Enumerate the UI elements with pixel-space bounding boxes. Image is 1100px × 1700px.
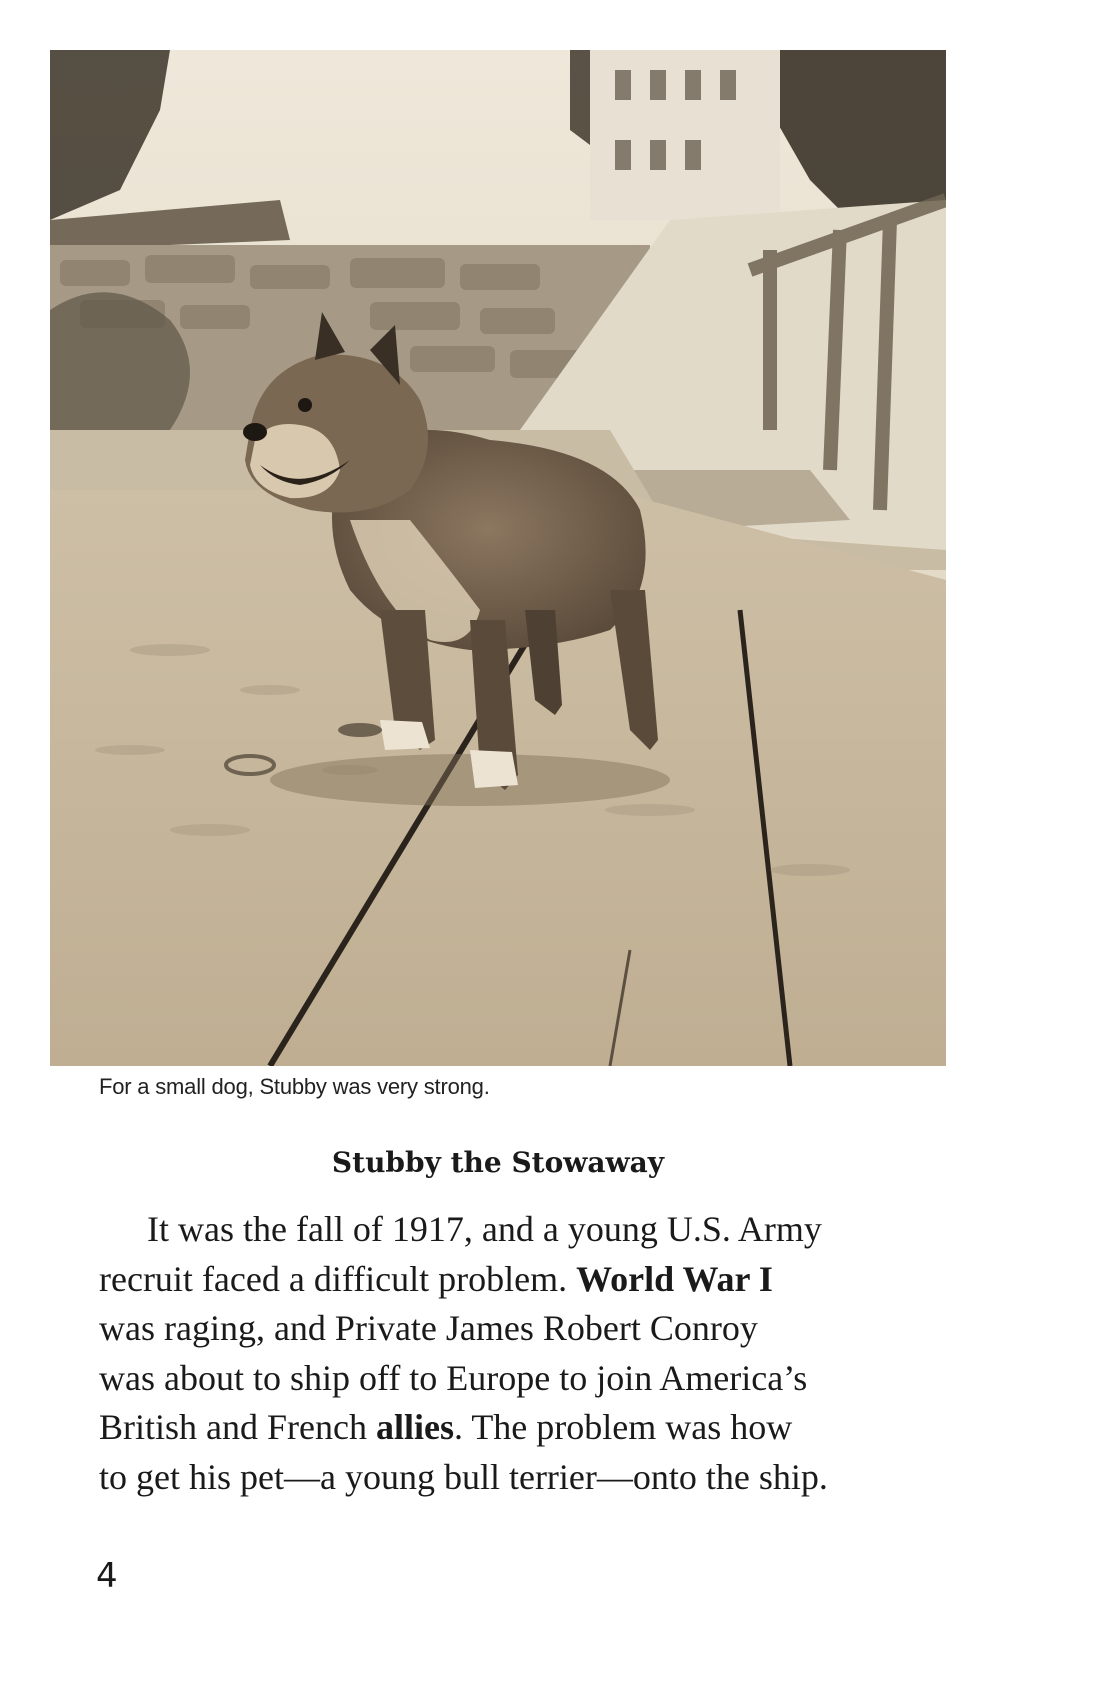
paragraph-text: British and French (99, 1407, 376, 1447)
glossary-term-world-war-i: World War I (576, 1258, 773, 1299)
photo-caption: For a small dog, Stubby was very strong. (99, 1074, 490, 1099)
paragraph-line (99, 1403, 999, 1453)
paragraph-line: was raging, and Private James Robert Conroy (99, 1308, 758, 1348)
glossary-term-allies: allies (375, 1407, 454, 1447)
page-number: 4 (96, 1556, 118, 1596)
paragraph-line: to get his pet—a young bull terrier—onto the ship. (99, 1456, 828, 1497)
paragraph-line: It was the fall of 1917, and a young U.S. Army (147, 1209, 822, 1249)
body-paragraph (99, 1205, 999, 1502)
paragraph-text: recruit faced a difficult problem. (99, 1258, 577, 1299)
section-heading: Stubby the Stowaway (331, 1146, 665, 1179)
paragraph-line: was about to ship off to Europe to join America’s (99, 1357, 808, 1398)
paragraph-line (99, 1255, 999, 1305)
dog-photo (50, 50, 946, 1066)
paragraph-text: . The problem was how (453, 1407, 793, 1447)
dog-photo-image (50, 50, 946, 1066)
